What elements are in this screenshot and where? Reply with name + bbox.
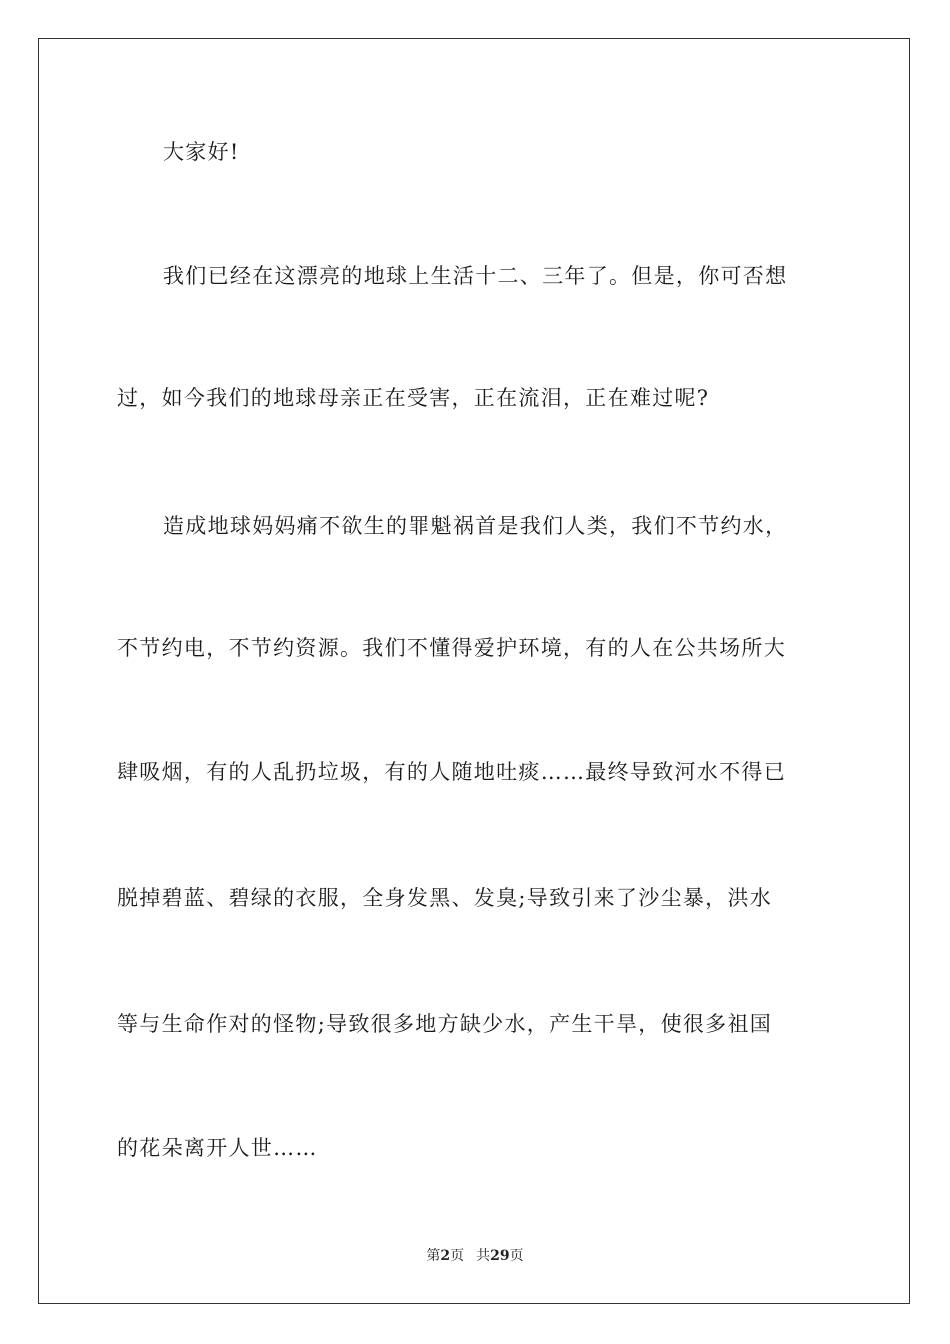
paragraph-line: 造成地球妈妈痛不欲生的罪魁祸首是我们人类，我们不节约水，	[163, 514, 788, 538]
page-border	[38, 38, 910, 1304]
paragraph-line: 不节约电，不节约资源。我们不懂得爱护环境，有的人在公共场所大	[117, 636, 786, 660]
page-prefix: 第	[426, 1248, 441, 1264]
paragraph-line: 肆吸烟，有的人乱扔垃圾，有的人随地吐痰……最终导致河水不得已	[117, 760, 786, 784]
paragraph-line: 等与生命作对的怪物;导致很多地方缺少水，产生干旱，使很多祖国	[117, 1012, 773, 1036]
total-prefix: 共	[476, 1248, 491, 1264]
paragraph-line: 脱掉碧蓝、碧绿的衣服，全身发黑、发臭;导致引来了沙尘暴，洪水	[117, 886, 773, 910]
page-suffix: 页	[450, 1248, 465, 1264]
paragraph-line: 过，如今我们的地球母亲正在受害，正在流泪，正在难过呢?	[117, 386, 710, 410]
total-pages: 29	[490, 1248, 510, 1264]
page-number: 2	[440, 1248, 451, 1264]
paragraph-line: 的花朵离开人世……	[117, 1136, 318, 1160]
greeting-line: 大家好!	[163, 140, 240, 164]
total-suffix: 页	[509, 1248, 524, 1264]
page-footer	[0, 1247, 950, 1265]
paragraph-line: 我们已经在这漂亮的地球上生活十二、三年了。但是，你可否想	[163, 264, 788, 288]
